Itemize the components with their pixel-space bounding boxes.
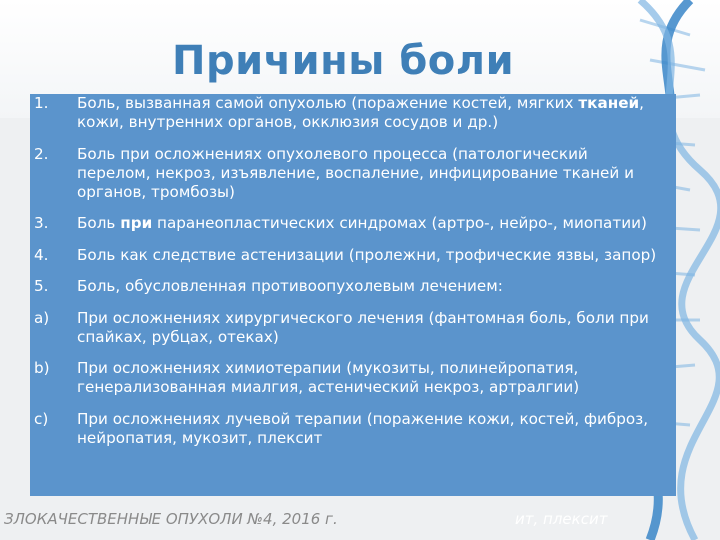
list-item-text: Боль как следствие астенизации (пролежни, трофические язвы, запор)	[77, 245, 657, 264]
list-item	[30, 94, 676, 132]
list-item-marker: b)	[34, 359, 50, 377]
list-item-marker: 4.	[34, 245, 49, 264]
list-item-text: При осложнениях химиотерапии (мукозиты, полинейропатия, генерализованная миалгия, астенический некроз, артралгии)	[77, 359, 580, 396]
list-item	[30, 145, 676, 202]
overflow-text-fragment: ит, плексит	[515, 510, 608, 528]
list-item-text: Боль, вызванная самой опухолью (поражение костей, мягких	[77, 94, 579, 112]
list-item-emphasis: тканей	[578, 94, 640, 112]
list-item-marker: 1.	[34, 94, 49, 112]
list-item-marker: 5.	[34, 277, 49, 295]
list-item-text: Боль при осложнениях опухолевого процесса (патологический перелом, некроз, изъявление, воспаление, инфицирование тканей и органов, тромбозы)	[77, 144, 634, 201]
list-item-marker: a)	[34, 308, 50, 327]
list-item	[30, 246, 676, 265]
list-item-text: При осложнениях хирургического лечения (фантомная боль, боли при спайках, рубцах, отеках)	[77, 308, 649, 346]
list-item	[30, 214, 676, 233]
list-item-text: Боль, обусловленная противоопухолевым лечением:	[77, 277, 503, 295]
causes-list	[30, 94, 676, 448]
list-item-text: паранеопластических синдромах (артро-, нейро-, миопатии)	[152, 214, 647, 232]
list-item-text: При осложнениях лучевой терапии (поражение кожи, костей, фиброз, нейропатия, мукозит, плексит	[77, 409, 649, 447]
list-item	[30, 359, 676, 397]
slide-title: Причины боли	[172, 38, 515, 84]
list-item-text: , кожи, внутренних органов, окклюзия сосудов и др.)	[77, 94, 644, 131]
list-item-marker: 2.	[34, 144, 49, 163]
journal-citation: ЗЛОКАЧЕСТВЕННЫЕ ОПУХОЛИ №4, 2016 г.	[4, 510, 338, 528]
list-item-marker: 3.	[34, 214, 49, 232]
list-item	[30, 410, 676, 448]
list-item	[30, 309, 676, 347]
list-item-marker: c)	[34, 409, 49, 428]
list-item-text: Боль	[77, 214, 121, 232]
causes-list-box	[30, 94, 676, 496]
list-item	[30, 277, 676, 296]
list-item-emphasis: при	[120, 214, 153, 232]
